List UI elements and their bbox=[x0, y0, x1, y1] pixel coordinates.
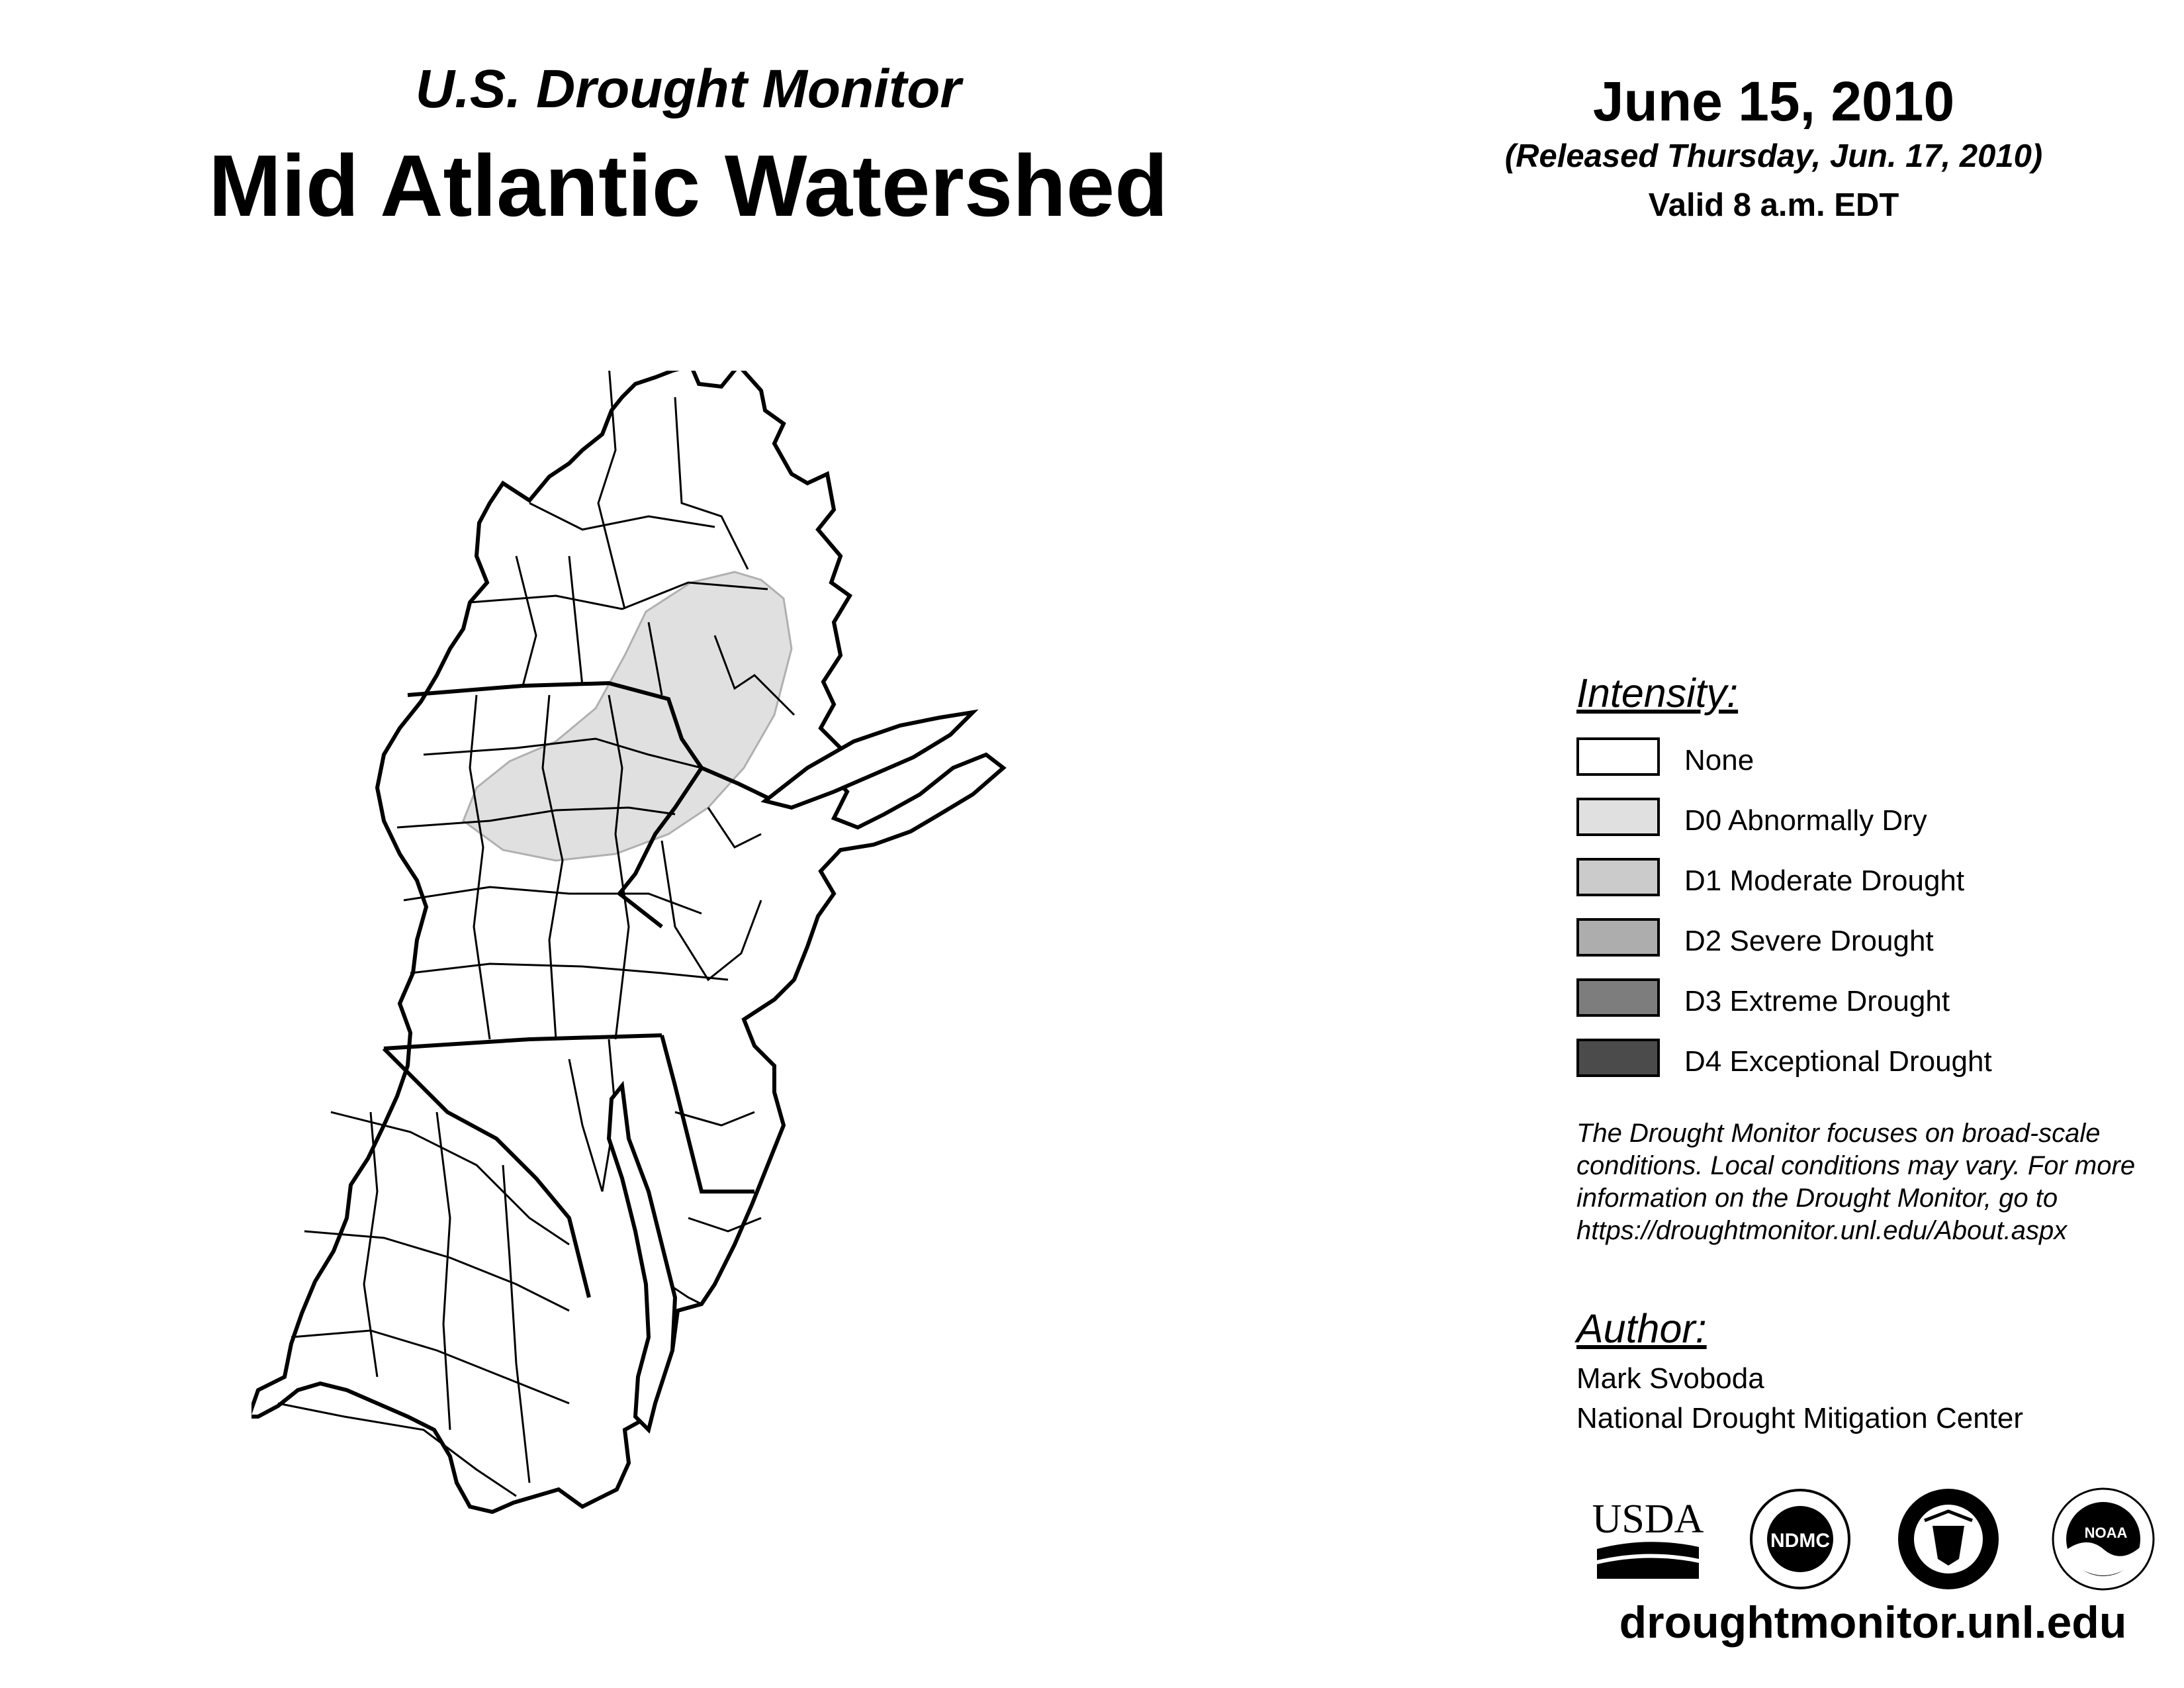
legend-swatch-d0 bbox=[1576, 798, 1660, 836]
release-date: (Released Thursday, Jun. 17, 2010) bbox=[1504, 138, 2043, 174]
usda-logo bbox=[1592, 1486, 1704, 1592]
ndmc-logo bbox=[1745, 1486, 1856, 1592]
legend-swatch-d3 bbox=[1576, 978, 1660, 1017]
legend-swatch-d4 bbox=[1576, 1039, 1660, 1077]
legend-swatch-d1 bbox=[1576, 858, 1660, 896]
legend-label-d3: D3 Extreme Drought bbox=[1684, 985, 1950, 1017]
valid-time: Valid 8 a.m. EDT bbox=[1648, 187, 1899, 223]
legend-swatch-none bbox=[1576, 737, 1660, 776]
legend-label-none: None bbox=[1684, 744, 1754, 776]
author-heading: Author: bbox=[1576, 1306, 1707, 1351]
map-subtitle: U.S. Drought Monitor bbox=[415, 59, 962, 119]
website-url[interactable]: droughtmonitor.unl.edu bbox=[1619, 1597, 2127, 1648]
legend-label-d2: D2 Severe Drought bbox=[1684, 925, 1934, 957]
noaa-logo-text: NOAA bbox=[2084, 1524, 2128, 1541]
valid-date: June 15, 2010 bbox=[1592, 70, 1955, 132]
watershed-map bbox=[251, 371, 1337, 1615]
disclaimer-note: The Drought Monitor focuses on broad-scale conditions. Local conditions may vary. For more information on the Drought Monitor, go to https://droughtmonitor.unl.edu/About.aspx bbox=[1576, 1119, 2136, 1245]
legend-heading: Intensity: bbox=[1576, 671, 1739, 716]
map-title: Mid Atlantic Watershed bbox=[208, 137, 1168, 234]
doc-logo bbox=[1893, 1486, 2004, 1592]
author-organization: National Drought Mitigation Center bbox=[1576, 1402, 2024, 1434]
ndmc-logo-text: NDMC bbox=[1770, 1530, 1830, 1552]
legend-label-d4: D4 Exceptional Drought bbox=[1684, 1045, 1992, 1078]
legend-label-d1: D1 Moderate Drought bbox=[1684, 865, 1965, 897]
legend-swatch-d2 bbox=[1576, 918, 1660, 957]
legend-label-d0: D0 Abnormally Dry bbox=[1684, 804, 1927, 837]
noaa-logo bbox=[2048, 1486, 2159, 1592]
usda-logo-text: USDA bbox=[1592, 1497, 1704, 1542]
author-name: Mark Svoboda bbox=[1576, 1362, 1764, 1395]
